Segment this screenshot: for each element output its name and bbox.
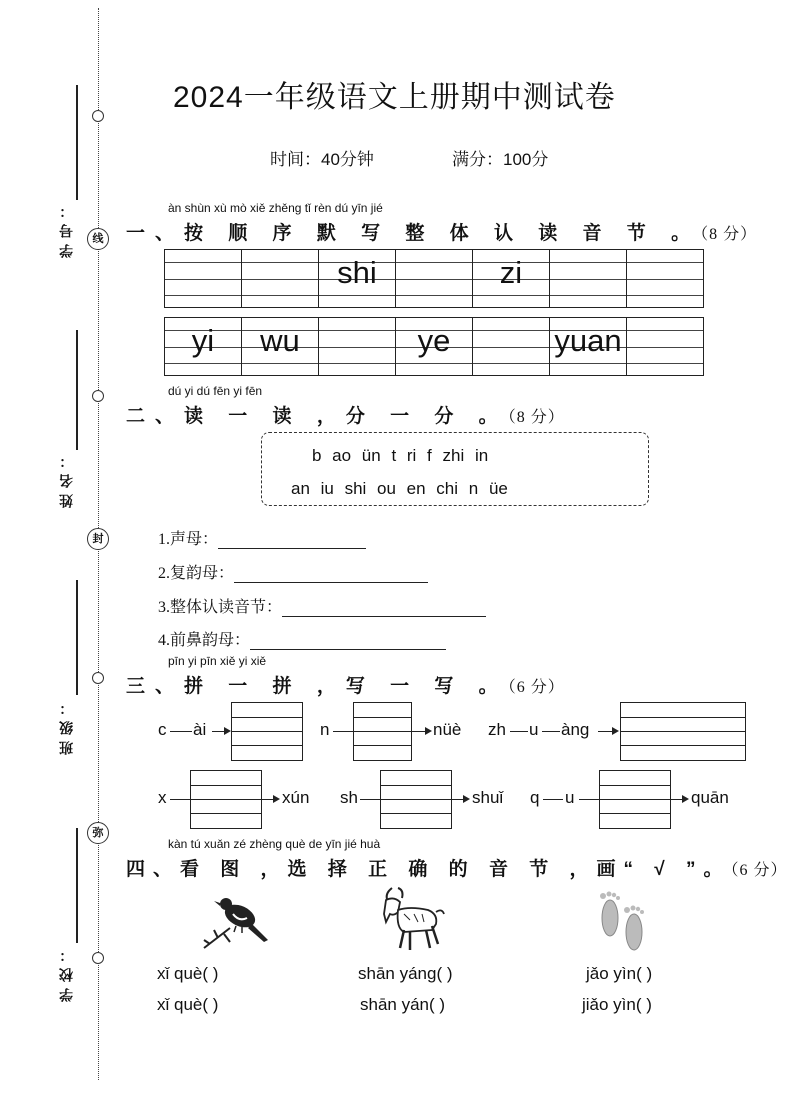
section3-title-text: 三、拼 一 拼 ，写 一 写 。 <box>126 676 508 697</box>
pinyin-initial: n <box>320 720 330 739</box>
pinyin-medial: u <box>565 788 575 807</box>
option-goat-2[interactable]: shān yán( ) <box>360 995 446 1014</box>
arrow-icon <box>261 799 278 800</box>
arrow-icon <box>598 731 617 732</box>
binding-hole <box>92 110 104 122</box>
answer-blank[interactable] <box>218 530 366 549</box>
seal-mark-seal: 封 <box>87 528 109 550</box>
syllable-text: yi <box>191 323 215 358</box>
option-goat-1[interactable]: shān yáng( ) <box>358 964 453 983</box>
answer-blank[interactable] <box>234 564 428 583</box>
class-label: 班级： <box>58 695 74 755</box>
binding-hole <box>92 672 104 684</box>
student-no-line[interactable] <box>76 85 78 200</box>
writing-cell[interactable] <box>473 250 550 307</box>
option-footprint-2[interactable]: jiǎo yìn( ) <box>582 995 652 1014</box>
pinyin-final: àng <box>561 720 590 739</box>
section1-points: （8 分） <box>700 226 758 243</box>
goat-icon <box>378 884 448 954</box>
section3-pinyin: pīn yi pīn xiě yi xiě <box>168 654 267 668</box>
writing-cell[interactable] <box>473 318 550 375</box>
option-footprint-1[interactable]: jǎo yìn( ) <box>586 964 653 983</box>
writing-grid-row-2 <box>164 317 704 376</box>
school-line[interactable] <box>76 828 78 943</box>
footprint-icon <box>594 888 654 954</box>
name-line[interactable] <box>76 330 78 450</box>
writing-cell[interactable] <box>627 250 703 307</box>
syllable-text: yuan <box>554 323 622 358</box>
section4-points: （6 分） <box>730 862 788 879</box>
pinyin-final: ài <box>193 720 207 739</box>
writing-cell[interactable] <box>242 318 319 375</box>
question-whole-syllables <box>158 594 486 617</box>
binding-hole <box>92 952 104 964</box>
writing-cell[interactable] <box>242 250 319 307</box>
question-label: 2.复韵母： <box>158 565 235 582</box>
pinyin-initial: zh <box>488 720 506 739</box>
syllable-text: ye <box>417 323 451 358</box>
pinyin-result: xún <box>282 788 310 807</box>
answer-blank[interactable] <box>282 598 486 617</box>
writing-box[interactable] <box>231 702 303 761</box>
writing-grid-row-1 <box>164 249 704 308</box>
writing-box[interactable] <box>620 702 746 761</box>
writing-cell[interactable] <box>319 318 396 375</box>
pinyin-result: quān <box>691 788 729 807</box>
connector-line <box>579 799 599 800</box>
seal-mark-line: 线 <box>87 228 109 250</box>
student-no-label: 学号： <box>58 198 74 258</box>
section3-title <box>126 671 565 698</box>
question-label: 4.前鼻韵母： <box>158 632 251 649</box>
pinyin-result: nüè <box>433 720 462 739</box>
writing-box[interactable] <box>190 770 262 829</box>
answer-blank[interactable] <box>250 631 446 650</box>
writing-cell[interactable] <box>165 318 242 375</box>
section4-title <box>126 854 788 881</box>
pinyin-medial: u <box>529 720 539 739</box>
school-label: 学校： <box>58 942 74 1002</box>
writing-box[interactable] <box>599 770 671 829</box>
writing-cell[interactable] <box>550 318 627 375</box>
connector-line <box>333 731 353 732</box>
pinyin-box-row-2: an iu shi ou en chi n üe <box>291 479 508 498</box>
section2-points: （8 分） <box>507 409 565 426</box>
class-line[interactable] <box>76 580 78 695</box>
full-score: 满分：100分 <box>452 150 549 169</box>
question-label: 3.整体认读音节： <box>158 599 283 616</box>
connector-line <box>170 799 190 800</box>
section2-pinyin: dú yi dú fēn yi fēn <box>168 384 263 398</box>
arrow-icon <box>212 731 229 732</box>
section4-pinyin: kàn tú xuǎn zé zhèng què de yīn jié huà <box>168 837 381 851</box>
question-compound-finals <box>158 560 428 583</box>
pinyin-box-row-1: b ao ün t ri f zhi in <box>312 446 489 465</box>
pinyin-initial: q <box>530 788 540 807</box>
question-front-nasal <box>158 627 446 650</box>
section2-title <box>126 401 565 428</box>
writing-box[interactable] <box>353 702 412 761</box>
section4-title-text: 四、看 图 ，选 择 正 确 的 音 节 ，画“ √ ”。 <box>126 859 731 880</box>
pinyin-initial: c <box>158 720 167 739</box>
seal-mark-dense: 弥 <box>87 822 109 844</box>
section1-title <box>126 218 757 245</box>
writing-cell[interactable] <box>627 318 703 375</box>
pinyin-initial: x <box>158 788 167 807</box>
binding-hole <box>92 390 104 402</box>
arrow-icon <box>670 799 687 800</box>
syllable-text: wu <box>260 323 300 358</box>
section1-pinyin: àn shùn xù mò xiě zhěng tǐ rèn dú yīn jié <box>168 201 383 215</box>
exam-time: 时间：40分钟 <box>270 150 374 169</box>
arrow-icon <box>411 731 430 732</box>
writing-cell[interactable] <box>319 250 396 307</box>
connector-line <box>543 799 563 800</box>
writing-box[interactable] <box>380 770 452 829</box>
section3-points: （6 分） <box>507 679 565 696</box>
arrow-icon <box>451 799 468 800</box>
connector-line <box>510 731 528 732</box>
connector-line <box>360 799 380 800</box>
syllable-text: shi <box>337 255 377 290</box>
pinyin-initial: sh <box>340 788 358 807</box>
writing-cell[interactable] <box>165 250 242 307</box>
option-magpie-1[interactable]: xǐ què( ) <box>157 964 219 983</box>
name-label: 姓名： <box>58 448 74 508</box>
option-magpie-2[interactable]: xǐ què( ) <box>157 995 219 1014</box>
magpie-icon <box>200 890 272 952</box>
connector-line <box>542 731 560 732</box>
connector-line <box>170 731 192 732</box>
question-label: 1.声母： <box>158 531 219 548</box>
section2-title-text: 二、读 一 读 ，分 一 分 。 <box>126 406 508 427</box>
pinyin-result: shuǐ <box>472 788 504 807</box>
question-initials <box>158 526 366 549</box>
syllable-text: zi <box>499 255 523 290</box>
writing-cell[interactable] <box>396 318 473 375</box>
writing-cell[interactable] <box>550 250 627 307</box>
page-title: 2024一年级语文上册期中测试卷 <box>173 81 616 114</box>
writing-cell[interactable] <box>396 250 473 307</box>
section1-title-text: 一、按 顺 序 默 写 整 体 认 读 音 节 。 <box>126 223 701 244</box>
